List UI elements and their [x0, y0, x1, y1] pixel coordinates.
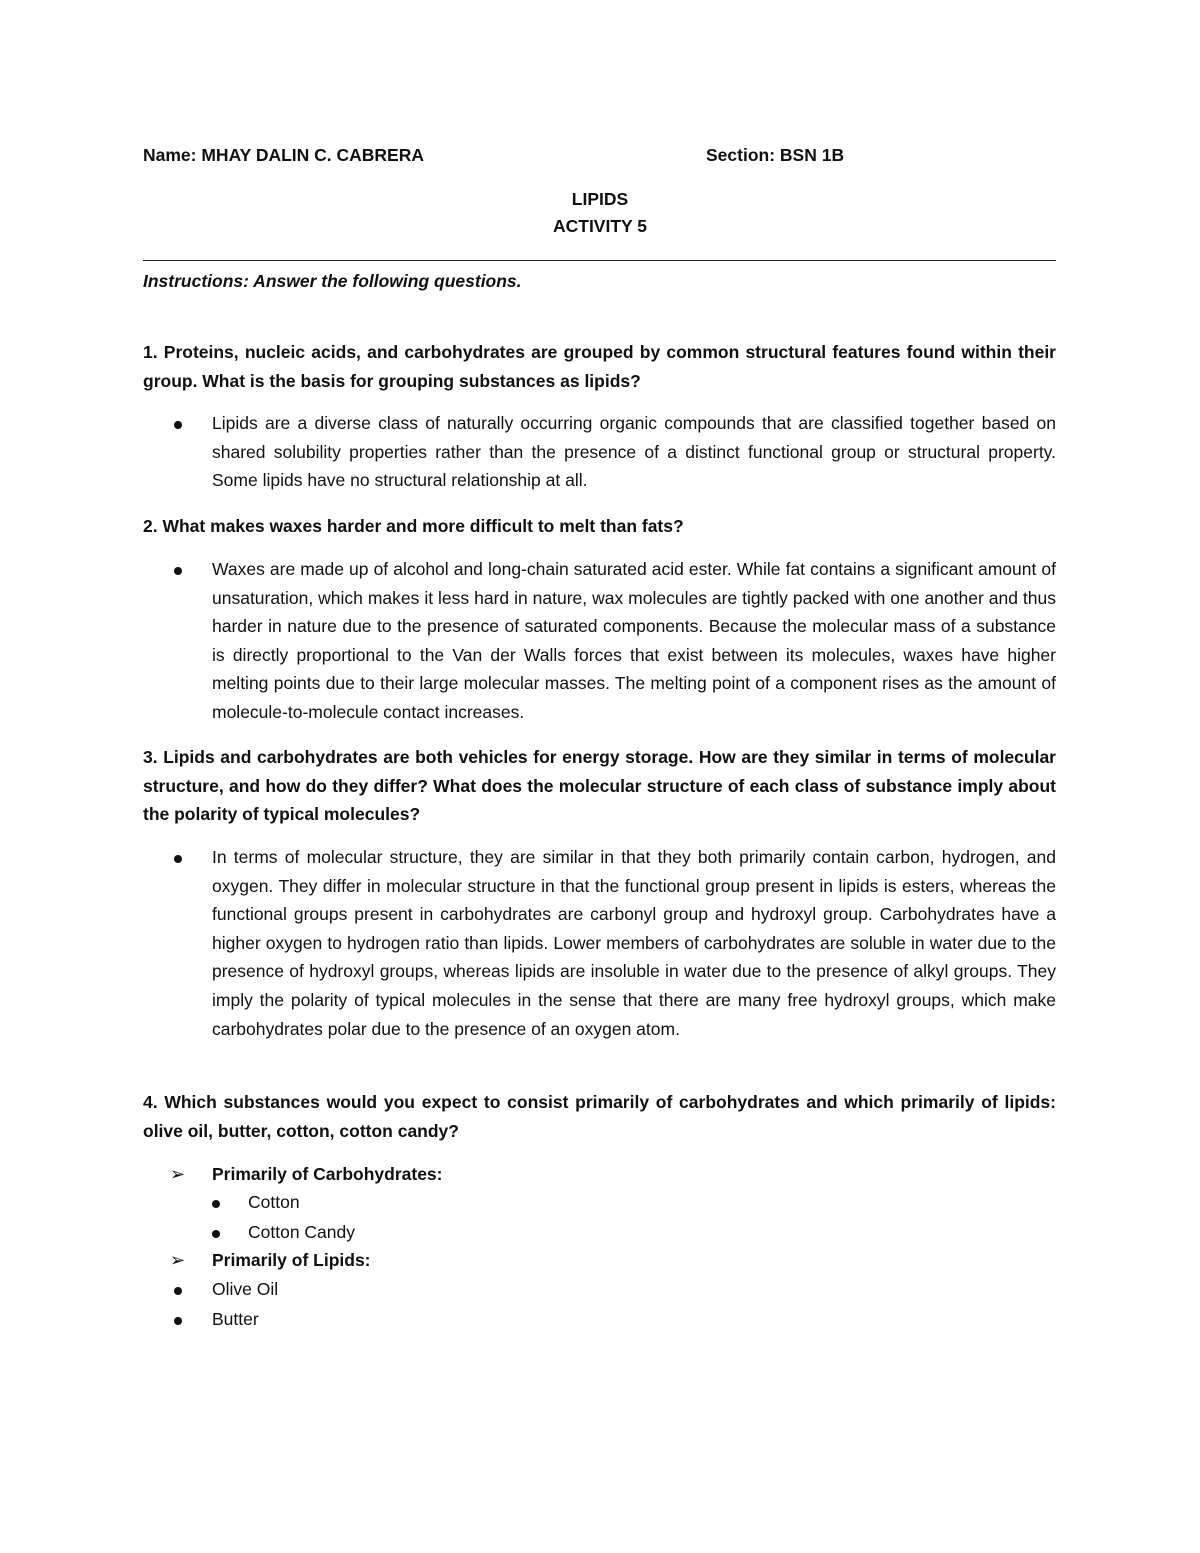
bullet-icon — [174, 1317, 182, 1325]
carbs-heading: Primarily of Carbohydrates: — [212, 1164, 443, 1184]
carbs-item: Cotton Candy — [248, 1222, 356, 1242]
answer-2: Waxes are made up of alcohol and long-chain saturated acid ester. While fat contains a significant amount of unsaturation, which makes it less hard in nature, wax molecules are tightly packed with one another and thus harder in nature due to the presence of saturated components. Because the molecular mass of a substance is directly proportional to the Van der Walls forces that exist between its molecules, waxes have higher melting points due to their large molecular masses. The melting point of a component rises as the amount of molecule-to-molecule contact increases. — [212, 559, 1056, 722]
bullet-icon — [212, 1200, 220, 1208]
bullet-icon — [174, 1287, 182, 1295]
lipids-heading: Primarily of Lipids: — [212, 1250, 371, 1270]
instructions: Instructions: Answer the following questions. — [143, 271, 522, 291]
bullet-icon — [174, 567, 182, 575]
student-section: Section: BSN 1B — [706, 145, 845, 165]
document-subtitle: ACTIVITY 5 — [552, 216, 647, 236]
answer-1: Lipids are a diverse class of naturally occurring organic compounds that are classified together based on shared solubility properties rather than the presence of a distinct functional group or structural property. Some lipids have no structural relationship at all. — [212, 413, 1056, 491]
question-2: 2. What makes waxes harder and more difficult to melt than fats? — [143, 516, 684, 536]
answer-3: In terms of molecular structure, they are similar in that they both primarily contain carbon, hydrogen, and oxygen. They differ in molecular structure in that the functional group present in lipids is esters, whereas the functional groups present in carbohydrates are carbonyl group and hydroxyl group. Carbohydrates have a higher oxygen to hydrogen ratio than lipids. Lower members of carbohydrates are soluble in water due to the presence of hydroxyl groups, whereas lipids are insoluble in water due to the presence of alkyl groups. They imply the polarity of typical molecules in the sense that there are many free hydroxyl groups, which make carbohydrates polar due to the presence of an oxygen atom. — [212, 847, 1056, 1039]
arrow-bullet-icon: ➢ — [170, 1164, 186, 1184]
carbs-item: Cotton — [248, 1192, 300, 1212]
header-divider — [143, 260, 1056, 261]
student-name: Name: MHAY DALIN C. CABRERA — [143, 145, 425, 165]
lipids-item: Olive Oil — [212, 1279, 279, 1299]
arrow-bullet-icon: ➢ — [170, 1250, 186, 1270]
document-title: LIPIDS — [571, 189, 629, 209]
question-1: 1. Proteins, nucleic acids, and carbohydrates are grouped by common structural features found within their group. What is the basis for grouping substances as lipids? — [143, 342, 1056, 391]
lipids-item: Butter — [212, 1309, 259, 1329]
bullet-icon — [174, 421, 182, 429]
bullet-icon — [212, 1230, 220, 1238]
question-4: 4. Which substances would you expect to consist primarily of carbohydrates and which primarily of lipids: olive oil, butter, cotton, cotton candy? — [143, 1092, 1056, 1141]
bullet-icon — [174, 855, 182, 863]
question-3: 3. Lipids and carbohydrates are both vehicles for energy storage. How are they similar in terms of molecular structure, and how do they differ? What does the molecular structure of each class of substance imply about the polarity of typical molecules? — [143, 747, 1056, 825]
